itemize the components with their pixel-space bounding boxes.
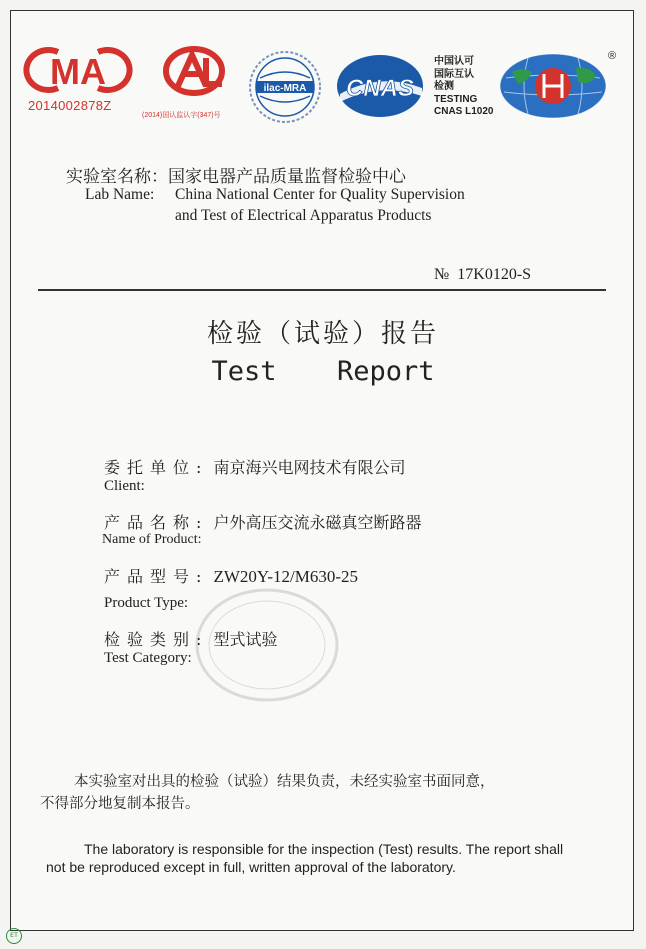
- registered-mark: ®: [608, 50, 617, 62]
- lab-name-cn-value: 国家电器产品质量监督检验中心: [168, 167, 406, 187]
- cma-letters: MA: [50, 51, 106, 92]
- ilac-text: ilac-MRA: [263, 83, 307, 94]
- cnas-logo: [334, 52, 426, 120]
- cnas-line: TESTING: [434, 93, 478, 105]
- disclaimer-en-line2: not be reproduced except in full, written approval of the laboratory.: [46, 859, 456, 875]
- header-divider: [38, 289, 606, 291]
- field-value: ZW20Y-12/M630-25: [213, 567, 358, 586]
- cqc-globe-logo: [498, 52, 608, 120]
- cnas-line: 国际互认: [434, 68, 474, 80]
- cnas-emblem-icon: [334, 52, 426, 120]
- field-label-cn: 产品名称:: [104, 513, 209, 532]
- field-product-name: [104, 510, 624, 533]
- cal-number: (2014)国认监认字(347)号: [142, 112, 221, 119]
- field-label-cn: 委托单位:: [104, 458, 209, 477]
- cnas-line: 检测: [434, 81, 454, 92]
- disclaimer-cn-line2: 不得部分地复制本报告。: [40, 796, 200, 812]
- field-label-en: Product Type:: [104, 595, 189, 611]
- title-cn: 检验（试验）报告: [206, 319, 439, 349]
- cnas-line: CNAS L1020: [434, 106, 494, 117]
- field-label-cn: 产品型号:: [104, 567, 209, 586]
- field-product-type: [104, 564, 624, 587]
- lab-name-en-line1: China National Center for Quality Supervision: [175, 186, 465, 203]
- field-value: 型式试验: [213, 630, 278, 649]
- cma-logo: [22, 46, 134, 122]
- lab-name-en-line2: and Test of Electrical Apparatus Products: [175, 207, 432, 224]
- cal-seal-icon: [142, 46, 252, 96]
- field-value: 南京海兴电网技术有限公司: [213, 458, 406, 477]
- globe-emblem-icon: [498, 52, 608, 120]
- field-label-en: Name of Product:: [102, 532, 202, 547]
- ilac-logo: [246, 48, 324, 126]
- field-test-category: [104, 627, 624, 650]
- cnas-logo-text: CNAS: [345, 75, 415, 102]
- field-client: [104, 455, 624, 478]
- cal-logo: [142, 46, 252, 122]
- cma-seal-icon: [22, 46, 134, 94]
- field-label-en: Client:: [104, 478, 145, 494]
- report-number: № 17K0120-S: [434, 266, 532, 283]
- ilac-mra-icon: [246, 48, 324, 126]
- field-value: 户外高压交流永磁真空断路器: [213, 513, 422, 532]
- title-en: Test Report: [211, 356, 435, 387]
- disclaimer-cn-line1: 本实验室对出具的检验（试验）结果负责，未经实验室书面同意，: [74, 774, 495, 790]
- cma-number: 2014002878Z: [28, 98, 112, 113]
- field-label-cn: 检验类别:: [104, 630, 209, 649]
- lab-name-en-label: Lab Name:: [85, 186, 155, 203]
- footer-mark-icon: ET: [6, 928, 22, 944]
- cnas-line: 中国认可: [434, 56, 474, 67]
- field-label-en: Test Category:: [104, 650, 192, 666]
- disclaimer-en-line1: The laboratory is responsible for the inspection (Test) results. The report shall: [84, 841, 564, 857]
- lab-name-cn-label: 实验室名称：: [66, 167, 168, 187]
